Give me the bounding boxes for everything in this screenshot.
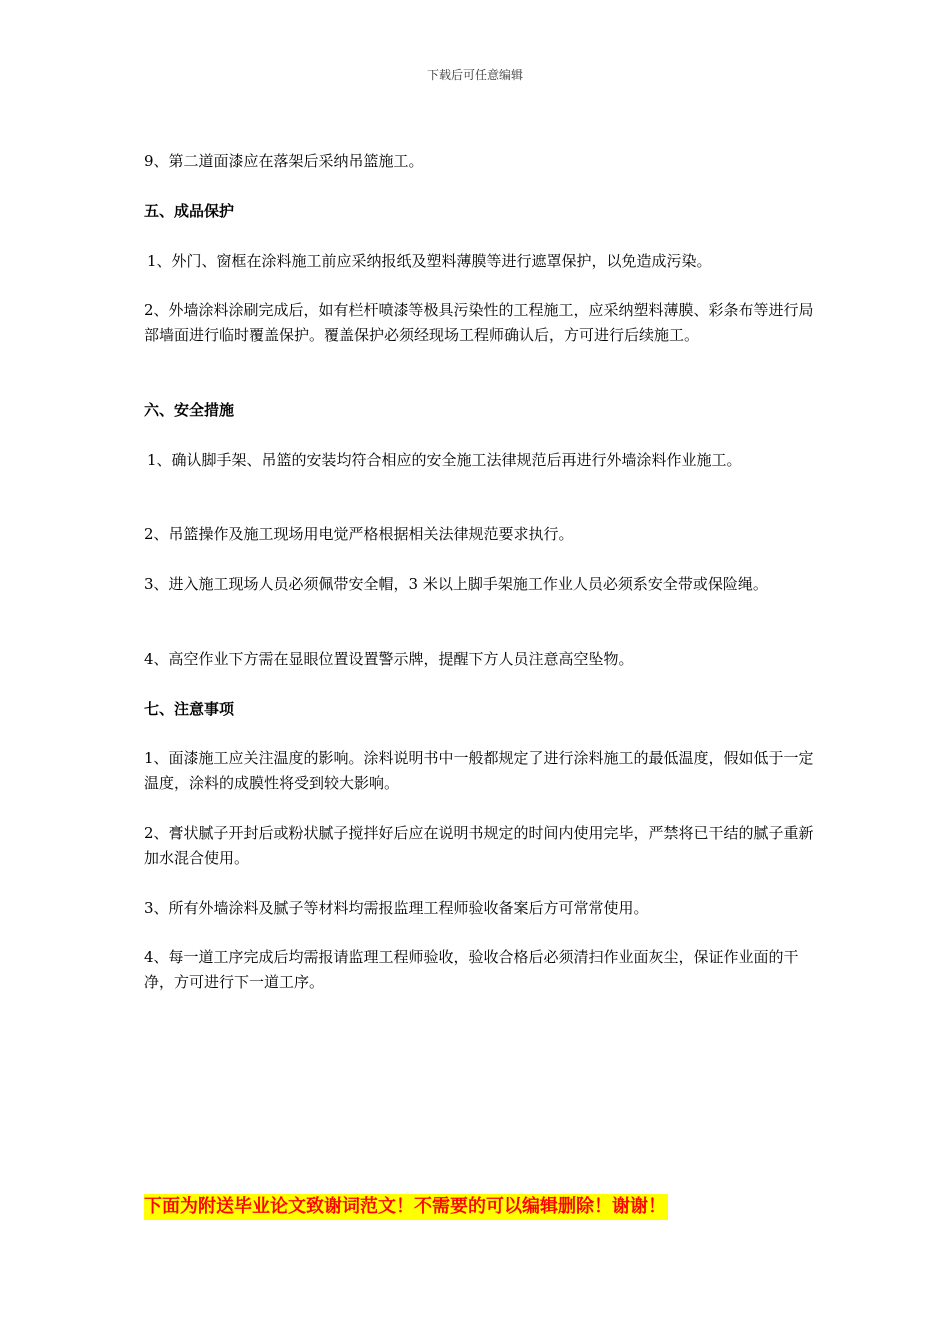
section-heading-finished-product-protection: 五、成品保护: [144, 202, 235, 220]
paragraph-precautions-4: 4、每一道工序完成后均需报请监理工程师验收，验收合格后必须清扫作业面灰尘，保证作业面的干净，方可进行下一道工序。: [144, 948, 799, 991]
paragraph-safety-3: 3、进入施工现场人员必须佩带安全帽，3 米以上脚手架施工作业人员必须系安全带或保险绳。: [144, 575, 768, 593]
paragraph-precautions-1: 1、面漆施工应关注温度的影响。涂料说明书中一般都规定了进行涂料施工的最低温度，假如低于一定温度，涂料的成膜性将受到较大影响。: [144, 749, 814, 792]
paragraph-protection-1: 1、外门、窗框在涂料施工前应采纳报纸及塑料薄膜等进行遮罩保护，以免造成污染。: [147, 252, 712, 270]
section-heading-precautions: 七、注意事项: [144, 700, 235, 718]
paragraph-precautions-3: 3、所有外墙涂料及腻子等材料均需报监理工程师验收备案后方可常常使用。: [144, 899, 649, 917]
paragraph-safety-2: 2、吊篮操作及施工现场用电觉严格根据相关法律规范要求执行。: [144, 525, 574, 543]
section-heading-safety-measures: 六、安全措施: [144, 401, 235, 419]
paragraph-item-9: 9、第二道面漆应在落架后采纳吊篮施工。: [144, 152, 424, 170]
paragraph-safety-1: 1、确认脚手架、吊篮的安装均符合相应的安全施工法律规范后再进行外墙涂料作业施工。: [147, 451, 742, 469]
highlighted-notice-banner: 下面为附送毕业论文致谢词范文！不需要的可以编辑删除！谢谢！: [144, 1194, 668, 1220]
paragraph-precautions-2: 2、膏状腻子开封后或粉状腻子搅拌好后应在说明书规定的时间内使用完毕，严禁将已干结的腻子重新加水混合使用。: [144, 824, 814, 867]
paragraph-safety-4: 4、高空作业下方需在显眼位置设置警示牌，提醒下方人员注意高空坠物。: [144, 650, 634, 668]
page-header: 下载后可任意编辑: [426, 68, 523, 82]
paragraph-protection-2: 2、外墙涂料涂刷完成后，如有栏杆喷漆等极具污染性的工程施工，应采纳塑料薄膜、彩条布等进行局部墙面进行临时覆盖保护。覆盖保护必须经现场工程师确认后，方可进行后续施工。: [144, 301, 814, 344]
